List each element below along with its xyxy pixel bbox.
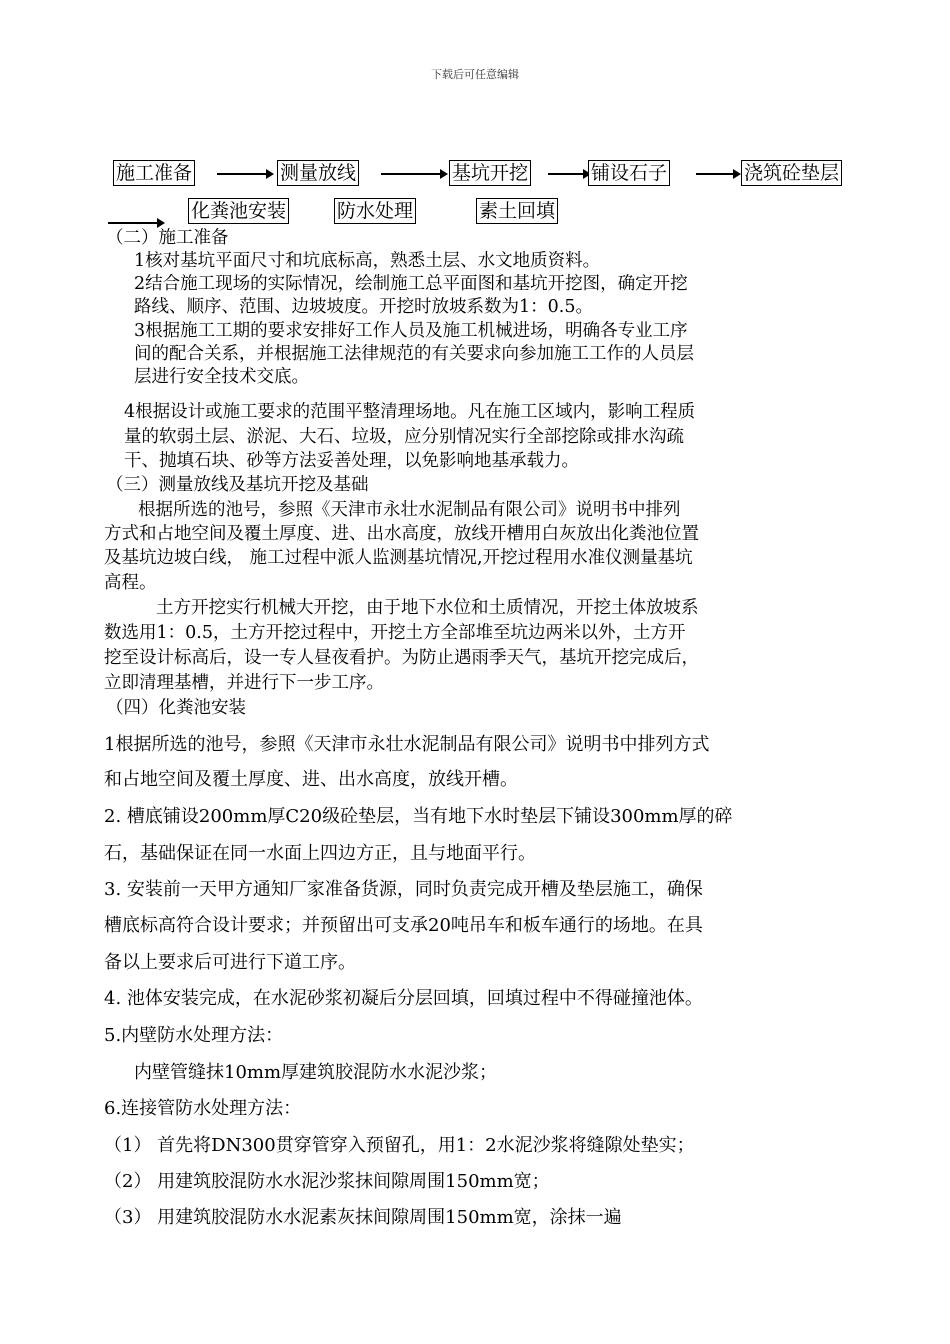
text-line: 方式和占地空间及覆土厚度、进、出水高度，放线开槽用白灰放出化粪池位置: [104, 524, 699, 544]
text-line: 4根据设计或施工要求的范围平整清理场地。凡在施工区域内，影响工程质: [124, 402, 696, 422]
text-line: 路线、顺序、范围、边坡坡度。开挖时放坡系数为1：0.5。: [134, 297, 593, 317]
text-line: （2） 用建筑胶混防水水泥沙浆抹间隙周围150mm宽；: [104, 1171, 550, 1192]
text-line: 内壁管缝抹10mm厚建筑胶混防水水泥沙浆；: [134, 1062, 498, 1083]
text-line: 1核对基坑平面尺寸和坑底标高，熟悉土层、水文地质资料。: [134, 251, 601, 271]
text-line: 3根据施工工期的要求安排好工作人员及施工机械进场，明确各专业工序: [134, 321, 688, 341]
section-heading: （三）测量放线及基坑开挖及基础: [106, 475, 369, 495]
text-line: 立即清理基槽，并进行下一步工序。: [104, 673, 384, 693]
flow-step-excavation: 基坑开挖: [449, 160, 531, 186]
header-note: 下载后可任意编辑: [431, 68, 519, 81]
arrow-icon: [548, 173, 584, 175]
arrow-icon: [108, 222, 158, 224]
flow-step-preparation: 施工准备: [113, 160, 195, 186]
text-line: （1） 首先将DN300贯穿管穿入预留孔，用1：2水泥沙浆将缝隙处垫实；: [104, 1135, 695, 1156]
text-line: 挖至设计标高后，设一专人昼夜看护。为防止遇雨季天气，基坑开挖完成后，: [104, 648, 699, 668]
text-line: 备以上要求后可进行下道工序。: [104, 952, 356, 973]
text-line: 2. 槽底铺设200mm厚C20级砼垫层，当有地下水时垫层下铺设300mm厚的碎: [104, 806, 733, 827]
flow-step-septic-install: 化粪池安装: [188, 198, 289, 224]
text-line: 量的软弱土层、淤泥、大石、垃圾，应分别情况实行全部挖除或排水沟疏: [124, 427, 684, 447]
section-heading: （二）施工准备: [106, 228, 229, 248]
text-line: 6.连接管防水处理方法：: [104, 1098, 302, 1119]
text-line: 和占地空间及覆土厚度、进、出水高度，放线开槽。: [104, 769, 518, 790]
text-line: 1根据所选的池号，参照《天津市永壮水泥制品有限公司》说明书中排列方式: [104, 734, 710, 755]
flow-step-backfill: 素土回填: [476, 198, 558, 224]
text-line: 及基坑边坡白线， 施工过程中派人监测基坑情况,开挖过程用水准仪测量基坑: [104, 548, 693, 568]
arrow-icon: [381, 173, 441, 175]
flow-step-gravel: 铺设石子: [588, 160, 670, 186]
flow-step-survey: 测量放线: [277, 160, 359, 186]
text-line: 高程。: [104, 573, 157, 593]
text-line: 2结合施工现场的实际情况，绘制施工总平面图和基坑开挖图，确定开挖: [134, 274, 688, 294]
text-line: 3. 安装前一天甲方通知厂家准备货源，同时负责完成开槽及垫层施工，确保: [104, 879, 703, 900]
text-line: （3） 用建筑胶混防水水泥素灰抹间隙周围150mm宽，涂抹一遍: [104, 1207, 622, 1228]
text-line: 根据所选的池号，参照《天津市永壮水泥制品有限公司》说明书中排列: [138, 500, 681, 520]
text-line: 层进行安全技术交底。: [134, 367, 309, 387]
section-heading: （四）化粪池安装: [106, 698, 246, 718]
text-line: 数选用1：0.5，土方开挖过程中，开挖土方全部堆至坑边两米以外，土方开: [104, 623, 686, 643]
text-line: 间的配合关系，并根据施工法律规范的有关要求向参加施工工作的人员层: [134, 344, 694, 364]
text-line: 4. 池体安装完成，在水泥砂浆初凝后分层回填，回填过程中不得碰撞池体。: [104, 988, 703, 1009]
text-line: 槽底标高符合设计要求；并预留出可支承20吨吊车和板车通行的场地。在具: [104, 915, 703, 936]
flow-step-waterproof: 防水处理: [334, 198, 416, 224]
text-line: 石，基础保证在同一水面上四边方正，且与地面平行。: [104, 843, 536, 864]
text-line: 干、抛填石块、砂等方法妥善处理，以免影响地基承载力。: [124, 451, 579, 471]
flow-step-concrete: 浇筑砼垫层: [741, 160, 842, 186]
arrow-icon: [217, 173, 267, 175]
arrow-icon: [696, 173, 734, 175]
text-line: 土方开挖实行机械大开挖，由于地下水位和土质情况，开挖土体放坡系: [156, 598, 699, 618]
text-line: 5.内壁防水处理方法：: [104, 1025, 284, 1046]
